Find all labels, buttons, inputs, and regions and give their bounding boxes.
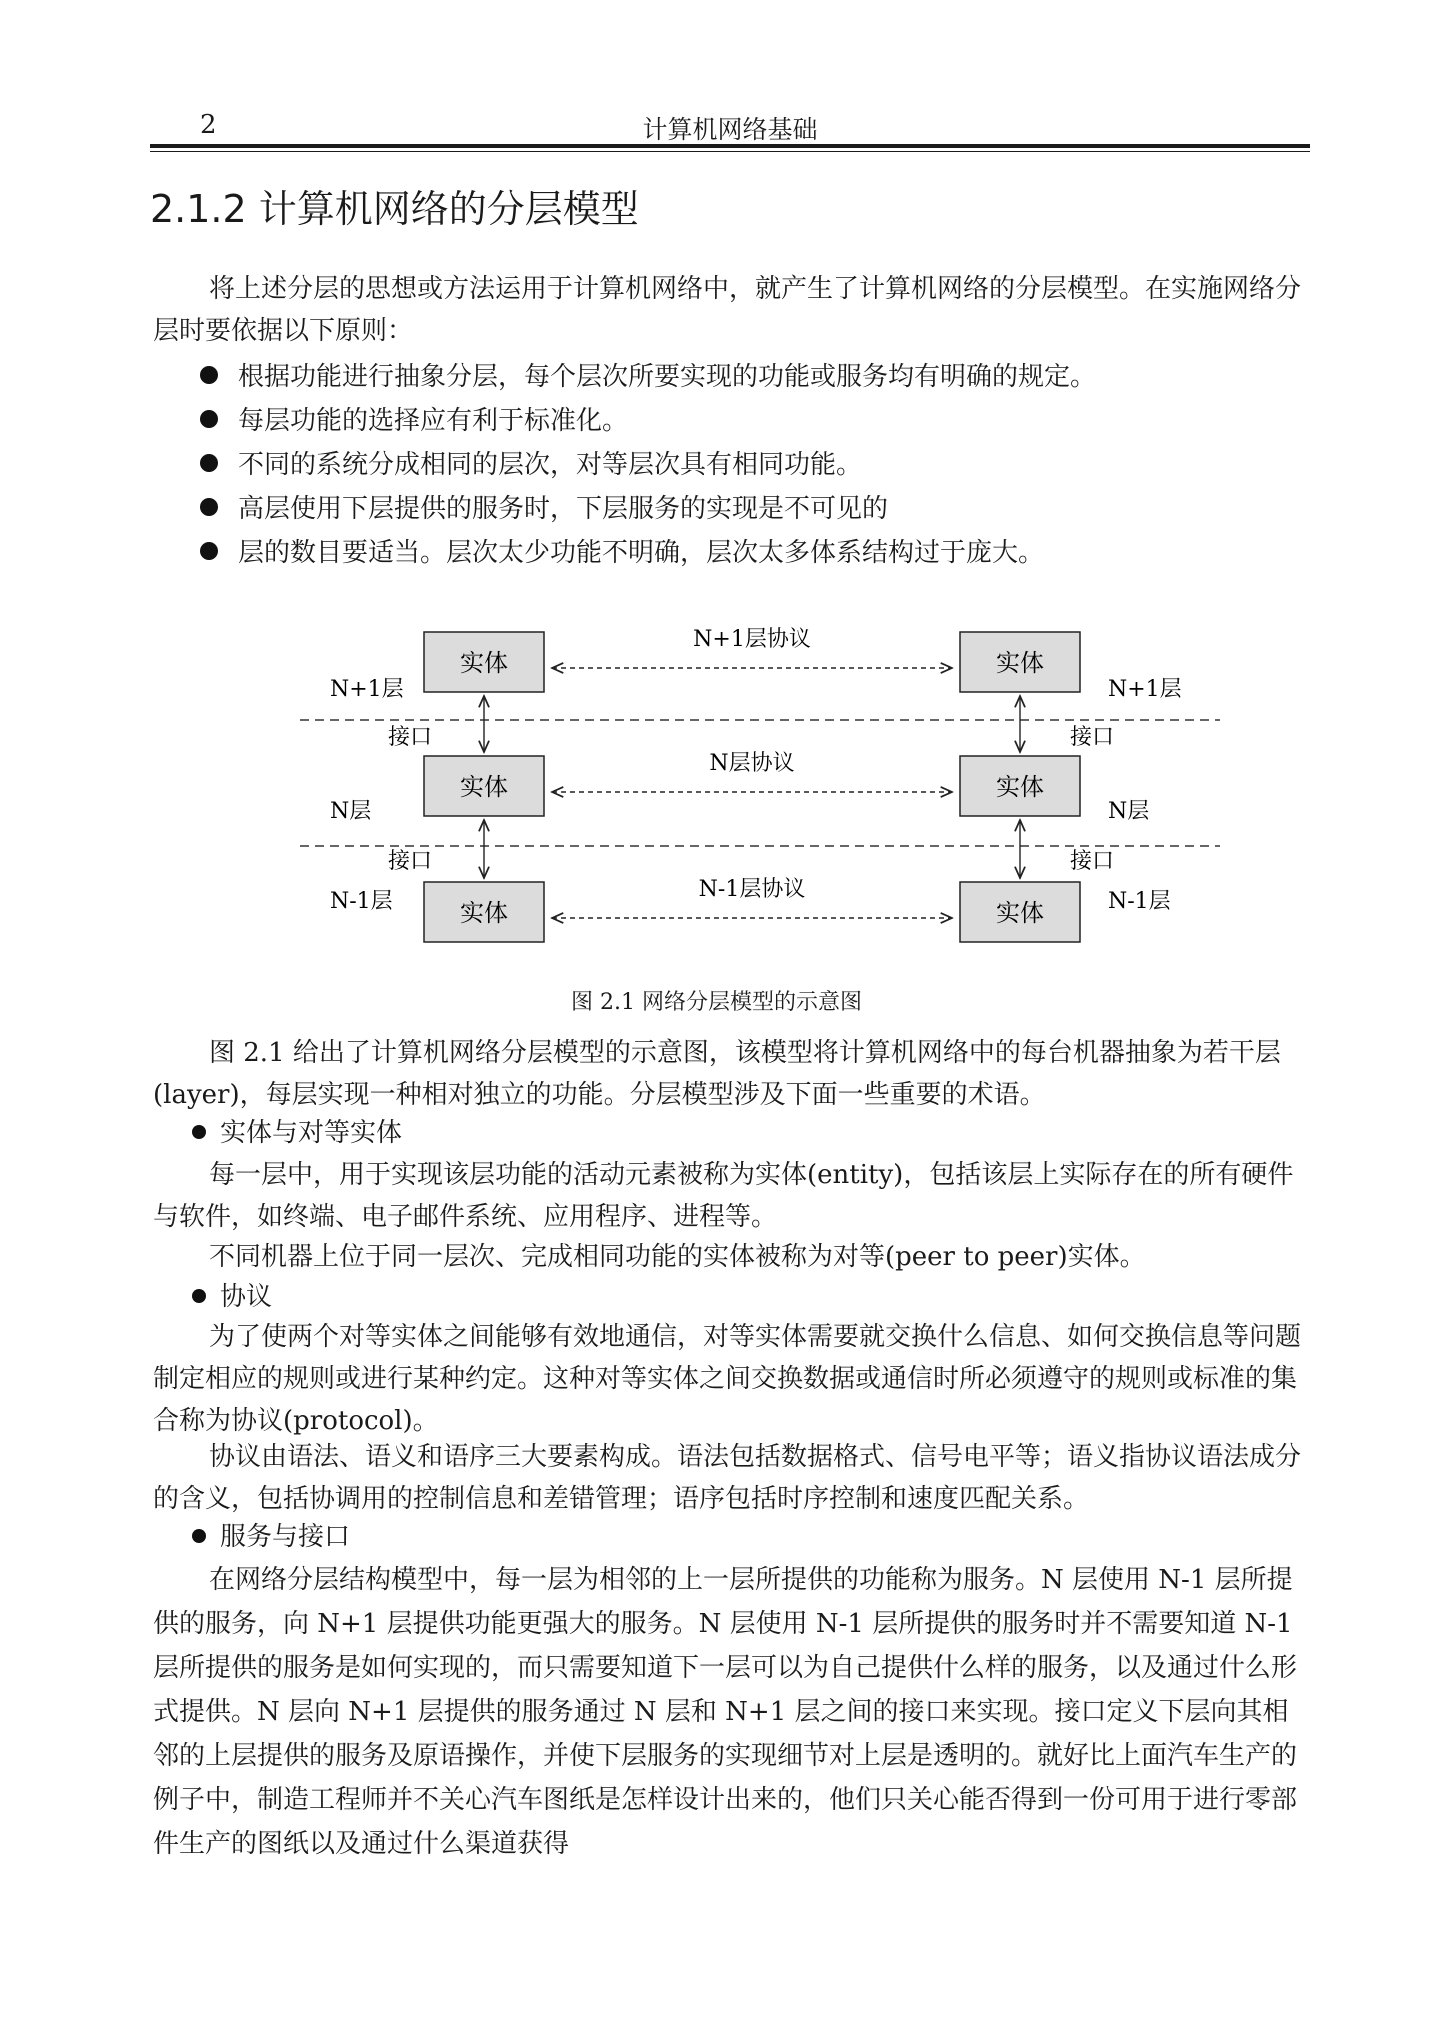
- bullet-icon: [200, 366, 218, 384]
- body-paragraph: 协议由语法、语义和语序三大要素构成。语法包括数据格式、信号电平等；语义指协议语法成分的含义，包括协调用的控制信息和差错管理；语序包括时序控制和速度匹配关系。: [153, 1442, 1302, 1514]
- body-paragraph: 为了使两个对等实体之间能够有效地通信，对等实体需要就交换什么信息、如何交换信息等问题制定相应的规则或进行某种约定。这种对等实体之间交换数据或通信时所必须遵守的规则或标准的集合称为协议(protocol)。: [153, 1322, 1302, 1436]
- entity-label: 实体: [460, 899, 508, 927]
- running-title: 计算机网络基础: [642, 115, 818, 144]
- principle-item: 不同的系统分成相同的层次，对等层次具有相同功能。: [200, 444, 862, 486]
- entity-label: 实体: [996, 899, 1044, 927]
- term-heading: 实体与对等实体: [192, 1112, 402, 1154]
- interface-label: 接口: [388, 849, 433, 874]
- interface-label: 接口: [1070, 849, 1115, 874]
- layer-label-left: N层: [330, 799, 372, 824]
- entity-label: 实体: [460, 773, 508, 801]
- bullet-icon: [200, 542, 218, 560]
- bullet-icon: [200, 498, 218, 516]
- protocol-label: N-1层协议: [698, 877, 806, 902]
- layered-model-figure: [300, 600, 1220, 960]
- layer-label-right: N-1层: [1108, 889, 1171, 914]
- principle-item: 层的数目要适当。层次太少功能不明确，层次太多体系结构过于庞大。: [200, 532, 1044, 574]
- header-rule-thin: [150, 151, 1310, 152]
- interface-label: 接口: [388, 725, 433, 750]
- header-rule-thick: [150, 144, 1310, 148]
- bullet-icon: [192, 1289, 206, 1303]
- term-heading: 协议: [192, 1276, 272, 1318]
- interface-label: 接口: [1070, 725, 1115, 750]
- page-number: 2: [200, 110, 217, 140]
- body-paragraph: 每一层中，用于实现该层功能的活动元素被称为实体(entity)，包括该层上实际存在的所有硬件与软件，如终端、电子邮件系统、应用程序、进程等。: [153, 1160, 1294, 1232]
- layer-label-left: N+1层: [330, 677, 404, 702]
- protocol-label: N+1层协议: [693, 627, 811, 652]
- bullet-icon: [192, 1125, 206, 1139]
- figure-caption: 图 2.1 网络分层模型的示意图: [571, 990, 862, 1015]
- principle-item: 每层功能的选择应有利于标准化。: [200, 400, 628, 442]
- entity-label: 实体: [996, 773, 1044, 801]
- page-header: [150, 104, 1310, 144]
- body-paragraph: 在网络分层结构模型中，每一层为相邻的上一层所提供的功能称为服务。N 层使用 N-1 层所提供的服务，向 N+1 层提供功能更强大的服务。N 层使用 N-1 层所提供的服务时并不需要知道 N-1 层所提供的服务是如何实现的，而只需要知道下一层可以为自己提供什么样的服务，以及通过什么形式提供。N 层向 N+1 层提供的服务通过 N 层和 N+1 层之间的接口来实现。接口定义下层向其相邻的上层提供的服务及原语操作，并使下层服务的实现细节对上层是透明的。就好比上面汽车生产的例子中，制造工程师并不关心汽车图纸是怎样设计出来的，他们只关心能否得到一份可用于进行零部件生产的图纸以及通过什么渠道获得: [153, 1565, 1298, 1859]
- term-heading: 服务与接口: [192, 1516, 350, 1558]
- principle-item: 高层使用下层提供的服务时，下层服务的实现是不可见的: [200, 488, 888, 530]
- body-paragraph: 图 2.1 给出了计算机网络分层模型的示意图，该模型将计算机网络中的每台机器抽象为若干层(layer)，每层实现一种相对独立的功能。分层模型涉及下面一些重要的术语。: [153, 1038, 1281, 1110]
- layer-label-right: N层: [1108, 799, 1150, 824]
- section-title: 2.1.2 计算机网络的分层模型: [150, 187, 639, 231]
- bullet-icon: [200, 454, 218, 472]
- protocol-label: N层协议: [709, 751, 795, 776]
- entity-label: 实体: [996, 649, 1044, 677]
- body-paragraph: 不同机器上位于同一层次、完成相同功能的实体被称为对等(peer to peer)实体。: [209, 1242, 1146, 1272]
- principle-item: 根据功能进行抽象分层，每个层次所要实现的功能或服务均有明确的规定。: [200, 356, 1096, 398]
- layer-label-left: N-1层: [330, 889, 393, 914]
- bullet-icon: [200, 410, 218, 428]
- entity-label: 实体: [460, 649, 508, 677]
- intro-paragraph: 将上述分层的思想或方法运用于计算机网络中，就产生了计算机网络的分层模型。在实施网络分层时要依据以下原则：: [153, 274, 1302, 346]
- bullet-icon: [192, 1529, 206, 1543]
- layer-label-right: N+1层: [1108, 677, 1182, 702]
